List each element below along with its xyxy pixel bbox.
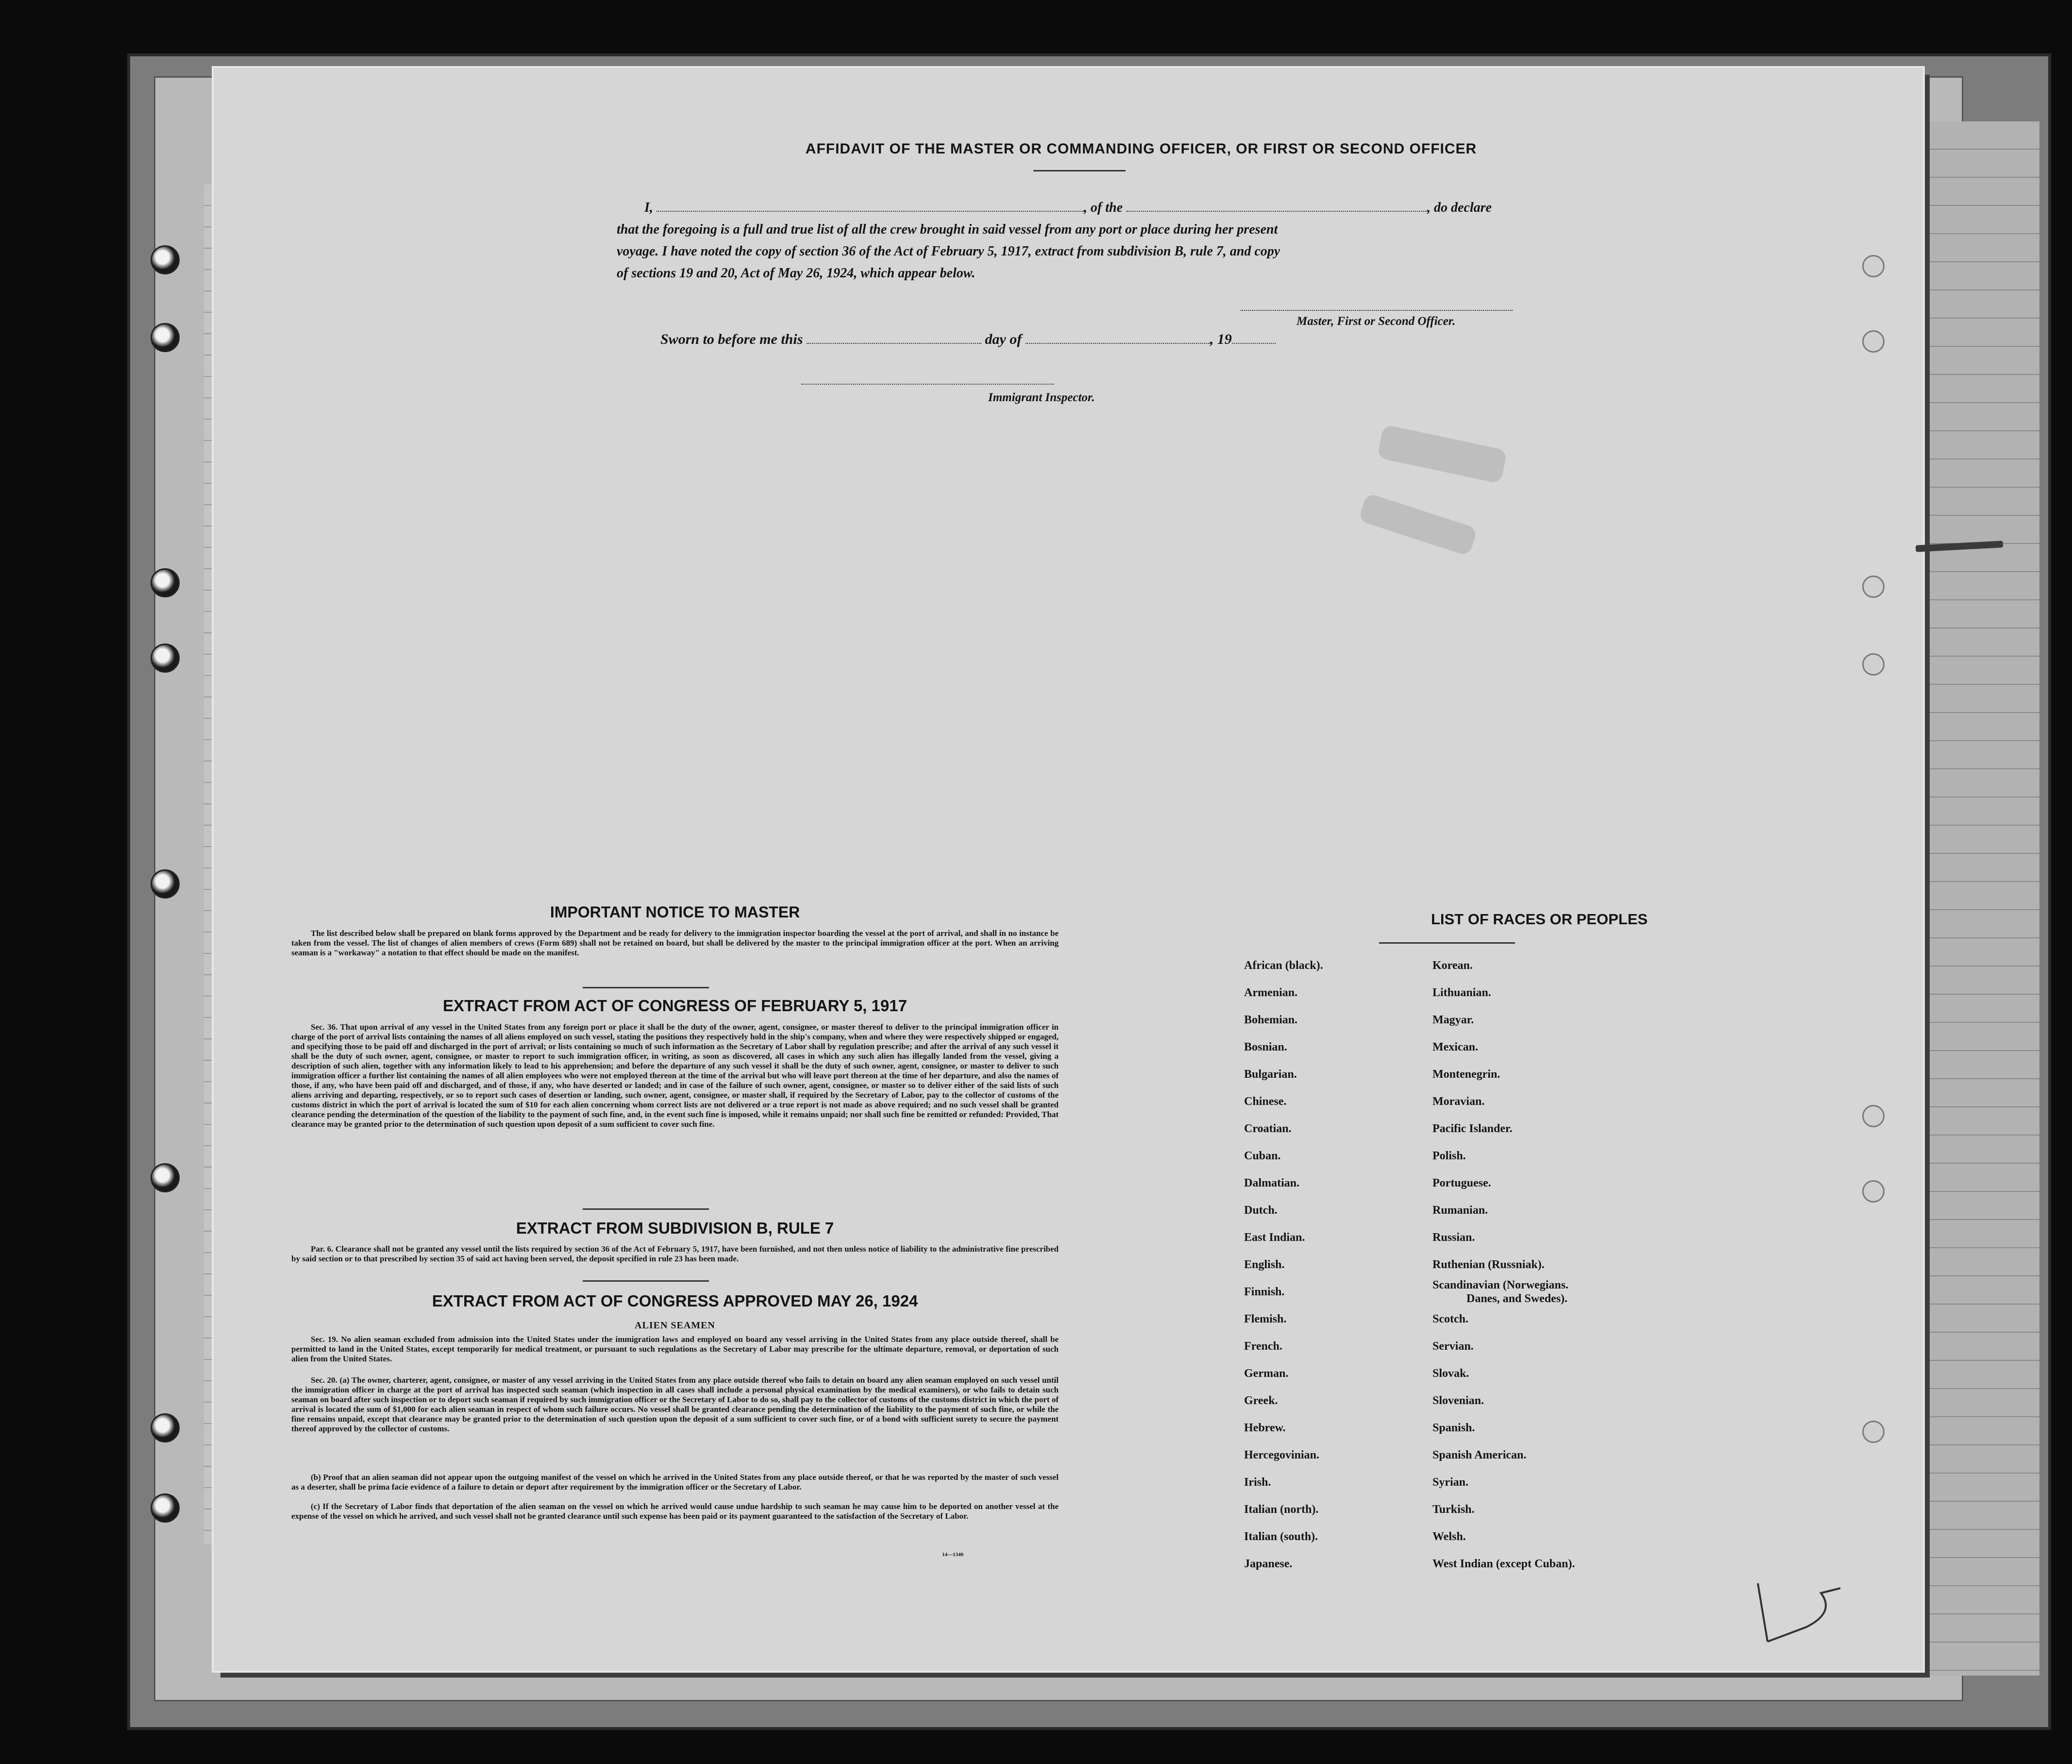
binder-hole — [151, 323, 180, 352]
extract-1924-sec20b: (b) Proof that an alien seaman did not appear upon the outgoing manifest of the vessel on which he arrived in the United States from any place outside thereof, or that he was reported by the master of such vessel as a deserter, shall be prima facie evidence of a failure to detain or deport after requirement by the immigration officer or the Secretary of Labor. — [291, 1473, 1059, 1492]
page-hole — [1862, 653, 1885, 676]
race-item: Finnish. — [1244, 1286, 1285, 1298]
binder-hole — [151, 1413, 180, 1442]
extract-1924-subtitle: ALIEN SEAMEN — [635, 1320, 715, 1331]
race-item: Spanish. — [1432, 1422, 1475, 1434]
race-item: German. — [1244, 1367, 1289, 1380]
sworn-year-label: , 19 — [1210, 331, 1232, 347]
binder-hole — [151, 644, 180, 673]
sworn-year-field[interactable] — [1232, 328, 1276, 344]
race-item: Mexican. — [1432, 1041, 1478, 1053]
race-item: Slovenian. — [1432, 1394, 1484, 1407]
section-divider — [583, 1280, 709, 1282]
race-item: Rumanian. — [1432, 1204, 1488, 1217]
underlying-page-edge — [1913, 121, 2039, 1676]
race-item-scandinavian: Scandinavian (Norwegians. — [1432, 1279, 1569, 1291]
do-declare-label: , do declare — [1427, 200, 1492, 215]
race-item: Croatian. — [1244, 1122, 1292, 1135]
race-item: Greek. — [1244, 1394, 1278, 1407]
race-item: Syrian. — [1432, 1476, 1469, 1489]
extract-1924-sec19: Sec. 19. No alien seaman excluded from admission into the United States under the immigration laws and employed on board any vessel arriving in the United States from any place outside thereof, shall be permitted to land in the United States, except temporarily for medical treatment, or pursuant to such regulations as the Secretary of Labor may prescribe for the ultimate departure, removal, or deportation of such alien from the United States. — [291, 1335, 1059, 1363]
extract-1917-title: EXTRACT FROM ACT OF CONGRESS OF FEBRUARY 5, 1917 — [443, 997, 907, 1015]
race-item: French. — [1244, 1340, 1282, 1353]
race-item: African (black). — [1244, 959, 1323, 972]
race-item: Hercegovinian. — [1244, 1449, 1319, 1461]
section-divider — [583, 987, 709, 988]
page-hole — [1862, 1421, 1885, 1443]
affidavit-line-3: voyage. I have noted the copy of section 36 of the Act of February 5, 1917, extract from subdivision B, rule 7, and copy — [617, 244, 1280, 259]
binder-hole — [151, 1163, 180, 1192]
page-hole — [1862, 255, 1885, 277]
title-divider — [1033, 170, 1126, 171]
race-item: Slovak. — [1432, 1367, 1469, 1380]
binder-hole — [151, 1493, 180, 1523]
extract-1924-title: EXTRACT FROM ACT OF CONGRESS APPROVED MAY 26, 1924 — [432, 1292, 918, 1310]
extract-rule7-title: EXTRACT FROM SUBDIVISION B, RULE 7 — [516, 1219, 834, 1237]
race-item: Polish. — [1432, 1150, 1466, 1162]
race-item: Moravian. — [1432, 1095, 1485, 1108]
inspector-signature-line[interactable] — [801, 380, 1054, 385]
notice-body: The list described below shall be prepared on blank forms approved by the Department and be ready for delivery to the immigration inspector boarding the vessel at the port of arrival, and shall in no instance be taken from the vessel. The list of changes of alien members of crews (Form 689) shall not be retained on board, but shall be delivered by the master to the principal immigration officer at the port. When an arriving seaman is a "workaway" a notation to that effect should be made on the manifest. — [291, 929, 1059, 957]
affidavit-line-1 — [617, 197, 1539, 219]
race-item — [1432, 1278, 1575, 1306]
pencil-mark — [1748, 1574, 1855, 1651]
races-divider — [1379, 942, 1515, 944]
race-item: Irish. — [1244, 1476, 1271, 1489]
race-item: Armenian. — [1244, 986, 1297, 999]
race-item: Chinese. — [1244, 1095, 1287, 1108]
races-left-column — [1244, 952, 1323, 1577]
extract-1917-body: Sec. 36. That upon arrival of any vessel in the United States from any foreign port or place it shall be the duty of the owner, agent, consignee, or master thereof to deliver to the principal immigration officer in charge of the port of arrival lists containing the names of all aliens employed on such vessel, stating the positions they respectively hold in the ship's company, when and where they were respectively shipped or engaged, and specifying those to be paid off and discharged in the port of arrival; or lists containing so much of such information as the Secretary of Labor shall by regulation prescribe; and after the arrival of any such vessel it shall be the duty of such owner, agent, consignee, or master to report to such immigration officer, in writing, as soon as discovered, all cases in which any such alien has illegally landed from the vessel, giving a description of such alien, together with any information likely to lead to his apprehension; and before the departure of any such vessel it shall be the duty of such owner, agent, consignee, or master to deliver to such immigration officer a further list containing the names of all alien employees who were not employed thereon at the time of the arrival but who will leave port thereon at the time of her departure, and also the names of those, if any, who have been paid off and discharged, and of those, if any, who have deserted or landed; and in case of the failure of such owner, agent, consignee, or master so to deliver either of the said lists of such aliens arriving and departing, respectively, or so to report such cases of desertion or landing, such owner, agent, consignee, or master shall, if required by the Secretary of Labor, pay to the collector of customs of the customs district in which the port of arrival is located the sum of $10 for each alien concerning whom correct lists are not delivered or a true report is not made as above required; and no such vessel shall be granted clearance pending the determination of the question of the liability to the payment of such fine, and, in the event such fine is imposed, while it remains unpaid; nor shall such fine be remitted or refunded: Provided, That clearance may be granted prior to the determination of such question upon deposit of a sum sufficient to cover such fine. — [291, 1022, 1059, 1129]
race-item: Pacific Islander. — [1432, 1122, 1513, 1135]
race-item: Russian. — [1432, 1231, 1475, 1244]
race-item: Welsh. — [1432, 1530, 1466, 1543]
extract-1924-sec20c: (c) If the Secretary of Labor finds that deportation of the alien seaman on the vessel on which he arrived would cause undue hardship to such seaman he may cause him to be deported on another vessel at the expense of the vessel on which he arrived, and such vessel shall not be granted clearance until such expense has been paid or its payment guaranteed to the satisfaction of the Secretary of Labor. — [291, 1502, 1059, 1521]
race-item: Bosnian. — [1244, 1041, 1287, 1053]
race-item: Portuguese. — [1432, 1177, 1491, 1189]
sworn-prefix-label: Sworn to before me this — [660, 331, 803, 347]
race-item: Korean. — [1432, 959, 1473, 972]
vessel-name-field[interactable] — [1126, 197, 1427, 212]
page-hole — [1862, 1105, 1885, 1127]
race-item: Magyar. — [1432, 1014, 1474, 1026]
affidavit-body — [617, 197, 1539, 284]
race-item: Lithuanian. — [1432, 986, 1491, 999]
race-item: West Indian (except Cuban). — [1432, 1558, 1575, 1570]
race-item: Ruthenian (Russniak). — [1432, 1258, 1545, 1271]
page-hole — [1862, 330, 1885, 353]
races-title: LIST OF RACES OR PEOPLES — [1431, 911, 1648, 928]
sworn-day-of-label: day of — [985, 331, 1022, 347]
extract-rule7-body: Par. 6. Clearance shall not be granted any vessel until the lists required by section 36 of the Act of February 5, 1917, have been furnished, and not then unless notice of liability to the administrative fine prescribed by said section or to that prescribed by section 35 of said act having been served, the deposit specified in rule 23 has been made. — [291, 1244, 1059, 1263]
race-item-scandinavian-continued: Danes, and Swedes). — [1466, 1292, 1568, 1305]
sworn-line — [660, 328, 1276, 348]
affidavit-title: AFFIDAVIT OF THE MASTER OR COMMANDING OFFICER, OR FIRST OR SECOND OFFICER — [805, 141, 1477, 157]
inspector-label: Immigrant Inspector. — [988, 391, 1095, 404]
page-hole — [1862, 1180, 1885, 1203]
affidavit-i-label: I, — [644, 200, 653, 215]
affidavit-line-4: of sections 19 and 20, Act of May 26, 1924, which appear below. — [617, 266, 976, 281]
affidavit-line-2: that the foregoing is a full and true list of all the crew brought in said vessel from any port or place during her present — [617, 222, 1278, 237]
binder-hole — [151, 568, 180, 597]
binder-hole — [151, 869, 180, 899]
of-the-label: , of the — [1083, 200, 1123, 215]
race-item: Bulgarian. — [1244, 1068, 1297, 1081]
race-item: Cuban. — [1244, 1150, 1281, 1162]
race-item: Servian. — [1432, 1340, 1474, 1353]
race-item: Italian (north). — [1244, 1503, 1319, 1516]
race-item: English. — [1244, 1258, 1285, 1271]
race-item: Dalmatian. — [1244, 1177, 1299, 1189]
sworn-day-field[interactable] — [807, 328, 981, 344]
races-right-column — [1432, 952, 1575, 1577]
race-item: Italian (south). — [1244, 1530, 1318, 1543]
binder-hole — [151, 245, 180, 274]
race-item: Spanish American. — [1432, 1449, 1527, 1461]
race-item: Turkish. — [1432, 1503, 1475, 1516]
page-hole — [1862, 576, 1885, 598]
race-item: Hebrew. — [1244, 1422, 1286, 1434]
race-item: Montenegrin. — [1432, 1068, 1500, 1081]
extract-1924-sec20: Sec. 20. (a) The owner, charterer, agent, consignee, or master of any vessel arriving in the United States from any place outside thereof who fails to detain on board any alien seaman employed on such vessel until the immigration officer in charge at the port of arrival has inspected such seaman (which inspection in all cases shall include a personal physical examination by the medical examiners), or who fails to detain such seaman on board after such inspection or to deport such seaman if required by such immigration officer or the Secretary of Labor to do so, shall pay to the collector of customs of the customs district in which the port of arrival is located the sum of $1,000 for each alien seaman in respect of whom such failure occurs. No vessel shall be granted clearance pending the determination of the liability to the payment of such fine, or while the fine remains unpaid, except that clearance may be granted prior to the determination of such question upon the deposit of a sum sufficient to cover such fine, or of a bond with sufficient surety to secure the payment thereof approved by the collector of customs. — [291, 1375, 1059, 1433]
master-signature-line[interactable] — [1241, 305, 1513, 311]
race-item: East Indian. — [1244, 1231, 1305, 1244]
section-divider — [583, 1208, 709, 1210]
master-name-field[interactable] — [657, 197, 1084, 212]
form-number: 14—1340 — [942, 1552, 963, 1558]
sworn-month-field[interactable] — [1026, 328, 1210, 344]
race-item: Bohemian. — [1244, 1014, 1298, 1026]
notice-title: IMPORTANT NOTICE TO MASTER — [550, 903, 800, 921]
race-item: Japanese. — [1244, 1558, 1293, 1570]
race-item: Scotch. — [1432, 1313, 1468, 1325]
race-item: Flemish. — [1244, 1313, 1287, 1325]
master-signature-label: Master, First or Second Officer. — [1297, 315, 1456, 328]
race-item: Dutch. — [1244, 1204, 1278, 1217]
